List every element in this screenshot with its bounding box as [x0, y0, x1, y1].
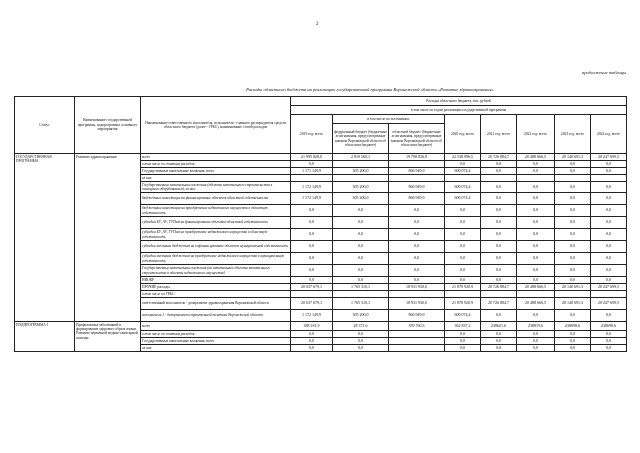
row-label: в том числе по статьям расходов:	[141, 331, 291, 338]
cell-value: 0,0	[389, 229, 445, 241]
cell-value: 0,0	[291, 217, 333, 229]
row-label: ПРОЧИЕ расходы	[141, 284, 291, 291]
cell-value	[333, 291, 389, 298]
cell-value: 0,0	[555, 168, 591, 175]
continuation-label: продолжение таблицы	[581, 70, 626, 75]
cell-value: 866 949,9	[389, 168, 445, 175]
cell-value: 18 931 930,0	[389, 298, 445, 310]
cell-value: 0,0	[517, 168, 555, 175]
cell-value: 0,0	[555, 217, 591, 229]
cell-value: 22 538 996,5	[445, 154, 481, 161]
cell-value: 0,0	[481, 217, 517, 229]
cell-value: 0,0	[555, 241, 591, 253]
cell-value: 0,0	[445, 253, 481, 265]
cell-value: 0,0	[445, 277, 481, 284]
cell-value: 0,0	[291, 253, 333, 265]
cell-value: 305 200,0	[333, 168, 389, 175]
cell-value: 0,0	[591, 229, 627, 241]
cell-value	[481, 175, 517, 182]
subprogram-block	[15, 322, 627, 352]
cell-value	[445, 291, 481, 298]
cell-value: 20 247 699,5	[591, 298, 627, 310]
row-label: Государственные капитальные вложения (на капитальные объекты капитального строительства в объекты недвижимого имущества)	[141, 265, 291, 277]
cell-value: 0,0	[481, 182, 517, 193]
cell-value: 305 200,0	[333, 193, 389, 205]
cell-value: 0,0	[591, 161, 627, 168]
cell-value: 1 172 149,9	[291, 182, 333, 193]
cell-value: 0,0	[481, 161, 517, 168]
cell-value: 0,0	[389, 277, 445, 284]
cell-value: 305 200,0	[333, 182, 389, 193]
cell-value: 0,0	[389, 253, 445, 265]
cell-value	[591, 291, 627, 298]
cell-value: 0,0	[333, 331, 389, 338]
row-label: Государственные капитальные вложения, всего	[141, 168, 291, 175]
cell-value: 0,0	[481, 345, 517, 352]
cell-value: 0,0	[555, 229, 591, 241]
row-label: НИОКР	[141, 277, 291, 284]
cell-value: 0,0	[445, 338, 481, 345]
cell-value: 362 837,2	[445, 322, 481, 331]
col-program: Наименование государственной программы, подпрограммы, основного мероприятия	[75, 97, 141, 154]
cell-value: 0,0	[333, 253, 389, 265]
row-label: Государственные капитальные вложения, всего	[141, 338, 291, 345]
cell-value: 0,0	[555, 182, 591, 193]
cell-value: 0,0	[591, 217, 627, 229]
cell-value: 1 172 149,9	[291, 310, 333, 322]
cell-value: 0,0	[333, 205, 389, 217]
cell-value: 0,0	[481, 229, 517, 241]
row-label: из них:	[141, 175, 291, 182]
cell-value: 0,0	[555, 265, 591, 277]
cell-value: 2 810 560,1	[333, 154, 389, 161]
cell-value: 0,0	[481, 193, 517, 205]
row-program-name: Профилактика заболеваний и формирование здорового образа жизни. Развитие первичной медико-санитарной помощи	[75, 322, 141, 352]
cell-value: 388 181,9	[291, 322, 333, 331]
cell-value: 0,0	[591, 345, 627, 352]
cell-value	[517, 175, 555, 182]
cell-value: 0,0	[517, 338, 555, 345]
col-2021: 2021 год, всего	[481, 115, 517, 154]
row-label: из них:	[141, 345, 291, 352]
cell-value: 0,0	[591, 193, 627, 205]
cell-value: 0,0	[333, 241, 389, 253]
row-label: Государственные капитальные вложения (объекты капитального строительства в оснащении оборудованием), из них:	[141, 182, 291, 193]
row-label: в том числе по ГРБС:	[141, 291, 291, 298]
row-status: ПОДПРОГРАММА 1	[15, 322, 75, 352]
cell-value: 0,0	[481, 277, 517, 284]
cell-value: 305 200,0	[333, 310, 389, 322]
cell-value: 20 037 679,1	[291, 298, 333, 310]
row-status: ГОСУДАРСТВЕННАЯ ПРОГРАММА	[15, 154, 75, 322]
cell-value: 28 371,6	[333, 322, 389, 331]
cell-value	[389, 345, 445, 352]
cell-value: 0,0	[591, 168, 627, 175]
cell-value: 0,0	[555, 338, 591, 345]
cell-value: 0,0	[481, 205, 517, 217]
cell-value: 21 878 920,9	[445, 298, 481, 310]
cell-value	[389, 338, 445, 345]
col-regional: областной бюджет (бюджетные ассигнования, предусмотренные законом Воронежской области об областном бюджете)	[389, 124, 445, 154]
cell-value: 0,0	[517, 345, 555, 352]
col-status: Статус	[15, 97, 75, 154]
cell-value: 0,0	[517, 265, 555, 277]
cell-value: 238698,6	[555, 322, 591, 331]
row-label: ответственный исполнитель - департамент здравоохранения Воронежской области	[141, 298, 291, 310]
cell-value: 0,0	[591, 331, 627, 338]
cell-value: 0,0	[291, 338, 333, 345]
row-label: субсидии местным бюджетам на приобретение недвижимого имущества в муниципальную собственность	[141, 253, 291, 265]
cell-value: 238819,6	[517, 322, 555, 331]
cell-value: 238621,6	[481, 322, 517, 331]
row-program-name: Развитие здравоохранения	[75, 154, 141, 322]
cell-value: 0,0	[445, 345, 481, 352]
cell-value: 0,0	[591, 277, 627, 284]
cell-value	[333, 161, 389, 168]
cell-value: 0,0	[591, 182, 627, 193]
cell-value: 0,0	[333, 277, 389, 284]
cell-value: 20 140 691,3	[555, 284, 591, 291]
row-label: бюджетные инвестиции на приобретение недвижимого имущества в областную собственность	[141, 205, 291, 217]
cell-value: 1 171 149,9	[291, 168, 333, 175]
col-group-title: Расходы областного бюджета, тыс. рублей	[291, 97, 627, 106]
col-incl: в том числе по источникам:	[333, 115, 445, 124]
cell-value	[555, 291, 591, 298]
cell-value	[389, 175, 445, 182]
cell-value	[591, 175, 627, 182]
cell-value: 20 140 691,3	[555, 298, 591, 310]
row-label: субсидии БУ, АУ, ГУПам на финансирование объектов областной собственности	[141, 217, 291, 229]
cell-value: 359 760,3	[389, 322, 445, 331]
cell-value: 0,0	[517, 277, 555, 284]
cell-value	[389, 291, 445, 298]
cell-value: 0,0	[291, 161, 333, 168]
cell-value: 0,0	[555, 331, 591, 338]
cell-value: 600 074,4	[445, 193, 481, 205]
cell-value: 0,0	[445, 217, 481, 229]
cell-value: 20 037 679,1	[291, 284, 333, 291]
cell-value: 0,0	[389, 205, 445, 217]
cell-value: 0,0	[291, 265, 333, 277]
cell-value: 0,0	[517, 253, 555, 265]
cell-value: 0,0	[333, 345, 389, 352]
cell-value	[389, 331, 445, 338]
cell-value: 238698,6	[591, 322, 627, 331]
cell-value: 0,0	[481, 265, 517, 277]
col-executor: Наименование ответственного исполнителя, исполнителя - главного распорядителя средств областного бюджета (далее - ГРБС), наименование статей расходов	[141, 97, 291, 154]
table-row	[15, 154, 627, 161]
cell-value: 0,0	[517, 205, 555, 217]
cell-value: 0,0	[517, 310, 555, 322]
cell-value: 1 765 310,1	[333, 298, 389, 310]
col-2024: 2024 год, всего	[591, 115, 627, 154]
cell-value: 0,0	[517, 193, 555, 205]
cell-value: 0,0	[291, 229, 333, 241]
cell-value: 0,0	[555, 310, 591, 322]
cell-value: 0,0	[333, 217, 389, 229]
cell-value: 0,0	[291, 277, 333, 284]
cell-value: 0,0	[517, 229, 555, 241]
cell-value	[389, 161, 445, 168]
cell-value: 20 140 691,3	[555, 154, 591, 161]
cell-value: 0,0	[333, 338, 389, 345]
col-2020: 2020 год, всего	[445, 115, 481, 154]
row-label: субсидии местным бюджетам на софинансирование объектов муниципальной собственности	[141, 241, 291, 253]
cell-value	[445, 175, 481, 182]
cell-value: 20 726 884,7	[481, 154, 517, 161]
cell-value: 20 488 666,5	[517, 298, 555, 310]
cell-value: 600 074,4	[445, 182, 481, 193]
cell-value: 866 949,9	[389, 310, 445, 322]
cell-value	[517, 291, 555, 298]
cell-value: 0,0	[481, 331, 517, 338]
cell-value: 0,0	[481, 338, 517, 345]
page-mark: 2	[316, 22, 319, 27]
cell-value: 0,0	[445, 265, 481, 277]
cell-value: 866 949,9	[389, 182, 445, 193]
cell-value: 0,0	[517, 182, 555, 193]
col-2022: 2022 год, всего	[517, 115, 555, 154]
cell-value: 21 878 920,9	[445, 284, 481, 291]
cell-value: 20 726 884,7	[481, 298, 517, 310]
cell-value: 1 765 310,1	[333, 284, 389, 291]
cell-value: 0,0	[291, 205, 333, 217]
cell-value: 0,0	[555, 277, 591, 284]
row-label: исполнитель 1 - департамент строительной политики Воронежской области	[141, 310, 291, 322]
cell-value: 600 074,4	[445, 168, 481, 175]
cell-value: 0,0	[445, 331, 481, 338]
cell-value: 0,0	[481, 253, 517, 265]
cell-value: 0,0	[591, 241, 627, 253]
cell-value: 866 949,9	[389, 193, 445, 205]
table-row	[15, 322, 627, 331]
cell-value: 600 074,4	[445, 310, 481, 322]
cell-value: 0,0	[445, 161, 481, 168]
row-label: всего	[141, 154, 291, 161]
cell-value: 20 247 699,5	[591, 154, 627, 161]
cell-value: 0,0	[555, 193, 591, 205]
program-block	[15, 154, 627, 322]
cell-value: 0,0	[555, 205, 591, 217]
cell-value: 0,0	[445, 241, 481, 253]
cell-value: 0,0	[591, 265, 627, 277]
cell-value: 0,0	[291, 331, 333, 338]
col-federal: федеральный бюджет (бюджетные ассигнования, предусмотренные законом Воронежской области об областном бюджете)	[333, 124, 389, 154]
cell-value: 0,0	[517, 241, 555, 253]
cell-value: 21 995 828,0	[291, 154, 333, 161]
cell-value: 0,0	[517, 161, 555, 168]
cell-value: 0,0	[555, 161, 591, 168]
cell-value: 0,0	[445, 229, 481, 241]
cell-value: 20 247 699,5	[591, 284, 627, 291]
cell-value	[481, 291, 517, 298]
col-2023: 2023 год, всего	[555, 115, 591, 154]
cell-value: 0,0	[591, 253, 627, 265]
cell-value	[333, 175, 389, 182]
cell-value	[555, 175, 591, 182]
cell-value: 0,0	[555, 345, 591, 352]
cell-value: 1 172 149,9	[291, 193, 333, 205]
cell-value: 0,0	[333, 229, 389, 241]
cell-value	[291, 291, 333, 298]
budget-table	[14, 96, 627, 352]
cell-value: 0,0	[389, 217, 445, 229]
cell-value: 0,0	[591, 310, 627, 322]
col-2019: 2019 год, всего	[291, 115, 333, 154]
cell-value: 0,0	[517, 331, 555, 338]
cell-value	[291, 175, 333, 182]
table-title: Расходы областного бюджета на реализацию государственной программы Воронежской области «Развитие здравоохранения»	[246, 87, 494, 92]
cell-value: 0,0	[389, 265, 445, 277]
cell-value: 0,0	[591, 338, 627, 345]
col-group-sub: в том числе по годам реализации государственной программы	[291, 106, 627, 115]
cell-value: 0,0	[389, 241, 445, 253]
row-label: всего	[141, 322, 291, 331]
row-label: субсидии БУ, АУ, ГУПам на приобретение недвижимого имущества в областную собственность	[141, 229, 291, 241]
cell-value: 20 488 666,5	[517, 284, 555, 291]
row-label: бюджетные инвестиции на финансирование объектов областной собственности	[141, 193, 291, 205]
row-label: в том числе по статьям расходов:	[141, 161, 291, 168]
cell-value: 20 726 884,7	[481, 284, 517, 291]
cell-value: 18 931 930,0	[389, 284, 445, 291]
cell-value: 0,0	[481, 168, 517, 175]
cell-value: 0,0	[481, 241, 517, 253]
cell-value: 0,0	[591, 205, 627, 217]
cell-value: 19 798 836,8	[389, 154, 445, 161]
cell-value: 0,0	[333, 265, 389, 277]
cell-value: 0,0	[291, 345, 333, 352]
cell-value: 20 488 666,5	[517, 154, 555, 161]
cell-value: 0,0	[517, 217, 555, 229]
cell-value: 0,0	[555, 253, 591, 265]
cell-value: 0,0	[445, 205, 481, 217]
cell-value: 0,0	[291, 241, 333, 253]
cell-value: 0,0	[481, 310, 517, 322]
